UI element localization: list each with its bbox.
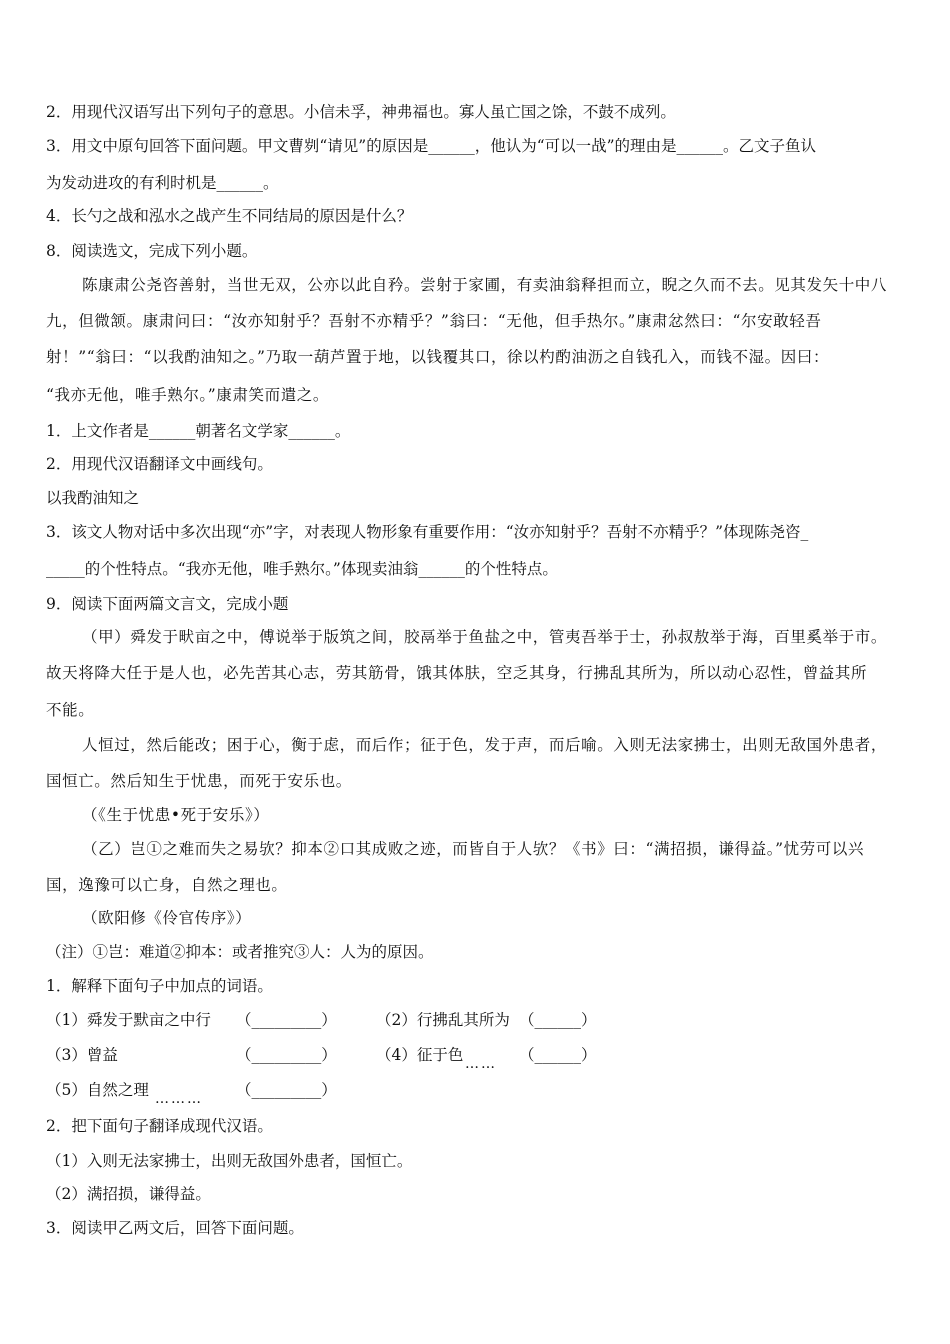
question-9-2-item-1: （1）入则无法家拂士，出则无敌国外患者，国恒亡。 — [46, 1152, 413, 1170]
question-9-3: 3．阅读甲乙两文后，回答下面问题。 — [46, 1219, 304, 1237]
word-item-3-blank: （_________） — [236, 1046, 337, 1064]
question-4: 4．长勺之战和泓水之战产生不同结局的原因是什么？ — [46, 207, 413, 225]
question-8-1: 1．上文作者是______朝著名文学家______。 — [46, 422, 351, 440]
passage-9b-source: （欧阳修《伶官传序》） — [82, 909, 252, 927]
question-9-2: 2．把下面句子翻译成现代汉语。 — [46, 1117, 273, 1135]
passage-9a-line: 故天将降大任于是人也，必先苦其心志，劳其筋骨，饿其体肤，空乏其身，行拂乱其所为，所以动心忍性，曾益其所 — [46, 664, 868, 682]
passage-8-line: 九，但微颔。康肃问曰：“汝亦知射乎？吾射不亦精乎？”翁曰：“无他，但手热尔。”康肃忿然曰：“尔安敢轻吾 — [46, 312, 822, 330]
passage-9a-line: 不能。 — [46, 701, 95, 719]
question-9-1: 1．解释下面句子中加点的词语。 — [46, 977, 273, 995]
word-item-5-blank: （_________） — [236, 1081, 337, 1099]
section-8-heading: 8．阅读选文，完成下列小题。 — [46, 242, 258, 260]
passage-8-line: 陈康肃公尧咨善射，当世无双，公亦以此自矜。尝射于家圃，有卖油翁释担而立，睨之久而不去。见其发矢十中八 — [82, 276, 888, 294]
word-item-4-blank: （______） — [519, 1046, 597, 1064]
word-item-1-blank: （_________） — [236, 1011, 337, 1029]
word-item-5-label: （5）自然之理 — [46, 1081, 149, 1099]
question-8-2-sentence: 以我酌油知之 — [46, 489, 140, 507]
question-9-2-item-2: （2）满招损，谦得益。 — [46, 1185, 211, 1203]
question-8-3: 3．该文人物对话中多次出现“亦”字，对表现人物形象有重要作用：“汝亦知射乎？吾射不亦精乎？”体现陈尧咨_ — [46, 523, 809, 541]
word-item-2-blank: （______） — [519, 1011, 597, 1029]
section-9-heading: 9．阅读下面两篇文言文，完成小题 — [46, 595, 289, 613]
question-8-2: 2．用现代汉语翻译文中画线句。 — [46, 455, 273, 473]
passage-8-line: 射！”“翁曰：“以我酌油知之。”乃取一葫芦置于地，以钱覆其口，徐以杓酌油沥之自钱孔入，而钱不湿。因曰： — [46, 348, 830, 366]
annotation-note: （注）①岂：难道②抑本：或者推究③人：人为的原因。 — [46, 943, 434, 961]
passage-9a-line: 国恒亡。然后知生于忧患，而死于安乐也。 — [46, 772, 352, 790]
emphasis-dots: ……… — [155, 1091, 203, 1107]
passage-9b-line: （乙）岂①之难而失之易欤？抑本②口其成败之迹，而皆自于人欤？《书》曰：“满招损，谦得益。”忧劳可以兴 — [82, 840, 865, 858]
word-item-1-label: （1）舜发于默亩之中行 — [46, 1011, 211, 1029]
question-3: 3．用文中原句回答下面问题。甲文曹刿“请见”的原因是______，他认为“可以一战”的理由是______。乙文子鱼认 — [46, 137, 817, 155]
emphasis-dots: …… — [465, 1056, 497, 1072]
passage-9a-line: （甲）舜发于畎亩之中，傅说举于版筑之间，胶鬲举于鱼盐之中，管夷吾举于士，孙叔敖举于海，百里奚举于市。 — [82, 628, 888, 646]
question-3-cont: 为发动进攻的有利时机是______。 — [46, 174, 279, 192]
passage-9b-line: 国，逸豫可以亡身，自然之理也。 — [46, 876, 288, 894]
question-8-3-cont: _____的个性特点。“我亦无他，唯手熟尔。”体现卖油翁______的个性特点。 — [46, 560, 558, 578]
passage-9a-source: （《生于忧患•死于安乐》） — [82, 806, 270, 824]
passage-9a-line: 人恒过，然后能改；困于心，衡于虑，而后作；征于色，发于声，而后喻。入则无法家拂士，出则无敌国外患者， — [82, 736, 888, 754]
word-item-4-label: （4）征于色 — [376, 1046, 464, 1064]
passage-8-line: “我亦无他，唯手熟尔。”康肃笑而遣之。 — [46, 386, 329, 404]
question-2: 2．用现代汉语写出下列句子的意思。小信未孚，神弗福也。寡人虽亡国之馀，不鼓不成列。 — [46, 103, 676, 121]
word-item-3-label: （3）曾益 — [46, 1046, 118, 1064]
word-item-2-label: （2）行拂乱其所为 — [376, 1011, 510, 1029]
